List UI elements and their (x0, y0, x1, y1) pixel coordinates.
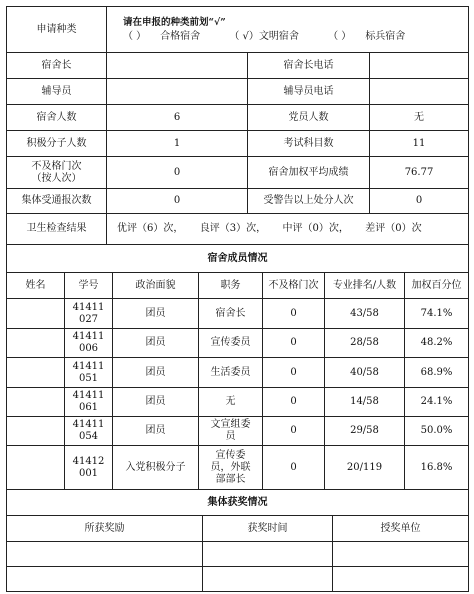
member-percentile[interactable]: 24.1% (405, 388, 469, 417)
member-student-id[interactable] (65, 417, 113, 446)
fail-count-value[interactable]: 0 (107, 157, 248, 189)
student-id-line2: 061 (78, 402, 99, 413)
member-role[interactable] (199, 299, 263, 329)
awards-header-row (7, 516, 469, 542)
awards-section-title: 集体获奖情况 (7, 490, 469, 516)
member-percentile[interactable]: 16.8% (405, 446, 469, 490)
info-table (6, 6, 469, 214)
member-politics[interactable]: 团员 (113, 358, 199, 388)
table-row (7, 388, 469, 417)
member-name[interactable] (7, 417, 65, 446)
student-id-line1: 41411 (72, 301, 105, 313)
hygiene-table (6, 213, 469, 245)
header-student-id: 学号 (65, 273, 113, 299)
reported-count-value[interactable]: 0 (107, 189, 248, 214)
member-name[interactable] (7, 299, 65, 329)
members-count-label: 宿舍人数 (7, 105, 107, 131)
role-line: 员，外联 (210, 461, 251, 473)
option-model-label: 标兵宿舍 (365, 30, 406, 42)
role-line: 宿舍长 (215, 307, 246, 319)
fail-count-label-line1: 不及格门次 (31, 160, 82, 172)
member-student-id[interactable] (65, 299, 113, 329)
student-id-line2: 001 (78, 467, 99, 479)
role-line: 文宣组委 (210, 419, 251, 430)
header-role: 职务 (199, 273, 263, 299)
student-id-line1: 41411 (72, 419, 105, 430)
member-name[interactable] (7, 329, 65, 358)
option-civilized-label: 文明宿舍 (258, 30, 299, 42)
table-row (7, 542, 469, 567)
table-row (7, 567, 469, 592)
member-fails[interactable]: 0 (263, 388, 325, 417)
header-percentile: 加权百分位 (405, 273, 469, 299)
member-student-id[interactable] (65, 388, 113, 417)
student-id-line1: 41412 (72, 455, 105, 467)
hygiene-excellent: 优评（6）次， (117, 223, 184, 234)
member-role[interactable] (199, 358, 263, 388)
member-rank[interactable]: 40/58 (325, 358, 405, 388)
counselor-value[interactable] (107, 79, 248, 105)
member-politics[interactable]: 入党积极分子 (113, 446, 199, 490)
option-qualified-mark: （ ） (123, 30, 147, 42)
member-percentile[interactable]: 48.2% (405, 329, 469, 358)
member-role[interactable] (199, 329, 263, 358)
role-line: 生活委员 (210, 366, 251, 378)
award-unit[interactable] (333, 567, 469, 592)
member-role[interactable] (199, 388, 263, 417)
members-table (6, 244, 469, 490)
counselor-label: 辅导员 (7, 79, 107, 105)
member-fails[interactable]: 0 (263, 299, 325, 329)
party-count-value[interactable]: 无 (370, 105, 469, 131)
role-line: 宣传委 (215, 449, 246, 461)
role-line: 无 (225, 396, 236, 407)
leader-value[interactable] (107, 53, 248, 79)
student-id-line1: 41411 (72, 331, 105, 342)
exam-subjects-value[interactable]: 11 (370, 131, 469, 157)
members-section-title: 宿舍成员情况 (7, 245, 469, 273)
leader-phone-label: 宿舍长电话 (248, 53, 370, 79)
role-line: 员 (225, 431, 236, 442)
weighted-avg-label: 宿舍加权平均成绩 (248, 157, 370, 189)
member-percentile[interactable]: 68.9% (405, 358, 469, 388)
member-student-id[interactable] (65, 329, 113, 358)
header-rank: 专业排名/人数 (325, 273, 405, 299)
member-role[interactable] (199, 417, 263, 446)
member-politics[interactable]: 团员 (113, 299, 199, 329)
header-award-unit: 授奖单位 (333, 516, 469, 542)
member-rank[interactable]: 20/119 (325, 446, 405, 490)
member-name[interactable] (7, 446, 65, 490)
option-civilized-mark: （ √） (229, 30, 259, 42)
party-count-label: 党员人数 (248, 105, 370, 131)
role-line: 宣传委员 (210, 337, 251, 348)
option-model-mark: （ ） (328, 30, 352, 42)
member-name[interactable] (7, 388, 65, 417)
reported-count-label: 集体受通报次数 (7, 189, 107, 214)
header-fails: 不及格门次 (263, 273, 325, 299)
member-fails[interactable]: 0 (263, 358, 325, 388)
header-award: 所获奖励 (7, 516, 203, 542)
leader-label: 宿舍长 (7, 53, 107, 79)
member-rank[interactable]: 14/58 (325, 388, 405, 417)
table-row (7, 329, 469, 358)
student-id-line2: 006 (78, 343, 99, 354)
apply-type-label: 申请种类 (7, 7, 107, 53)
student-id-line2: 054 (78, 431, 99, 442)
role-line: 部部长 (215, 473, 246, 485)
table-row (7, 358, 469, 388)
warned-count-value[interactable]: 0 (370, 189, 469, 214)
fail-count-label (7, 157, 107, 189)
awards-table (6, 489, 469, 592)
award-unit[interactable] (333, 542, 469, 567)
table-row (7, 446, 469, 490)
activists-count-label: 积极分子人数 (7, 131, 107, 157)
members-count-value[interactable]: 6 (107, 105, 248, 131)
member-fails[interactable]: 0 (263, 417, 325, 446)
hygiene-poor: 差评（0）次 (365, 223, 422, 234)
counselor-phone-value[interactable] (370, 79, 469, 105)
leader-phone-value[interactable] (370, 53, 469, 79)
member-name[interactable] (7, 358, 65, 388)
member-student-id[interactable] (65, 446, 113, 490)
table-row (7, 417, 469, 446)
student-id-line2: 027 (78, 313, 99, 325)
weighted-avg-value[interactable]: 76.77 (370, 157, 469, 189)
student-id-line1: 41411 (72, 360, 105, 372)
option-qualified-label: 合格宿舍 (160, 30, 201, 42)
members-header-row (7, 273, 469, 299)
activists-count-value[interactable]: 1 (107, 131, 248, 157)
member-politics[interactable]: 团员 (113, 388, 199, 417)
student-id-line2: 051 (78, 372, 99, 384)
warned-count-label: 受警告以上处分人次 (248, 189, 370, 214)
award-name[interactable] (7, 542, 203, 567)
hygiene-label: 卫生检查结果 (7, 214, 107, 245)
header-politics: 政治面貌 (113, 273, 199, 299)
award-name[interactable] (7, 567, 203, 592)
option-civilized[interactable] (229, 31, 299, 43)
member-politics[interactable]: 团员 (113, 417, 199, 446)
member-percentile[interactable]: 50.0% (405, 417, 469, 446)
header-name: 姓名 (7, 273, 65, 299)
member-fails[interactable]: 0 (263, 446, 325, 490)
header-award-time: 获奖时间 (203, 516, 333, 542)
option-model[interactable] (328, 31, 405, 43)
member-rank[interactable]: 28/58 (325, 329, 405, 358)
hygiene-results[interactable] (107, 214, 469, 245)
fail-count-label-line2: （按人次） (31, 172, 82, 184)
member-student-id[interactable] (65, 358, 113, 388)
option-qualified[interactable] (123, 31, 200, 43)
member-rank[interactable]: 43/58 (325, 299, 405, 329)
member-fails[interactable]: 0 (263, 329, 325, 358)
member-percentile[interactable]: 74.1% (405, 299, 469, 329)
apply-type-hint: 请在申报的种类前划“√” (123, 16, 226, 28)
member-rank[interactable]: 29/58 (325, 417, 405, 446)
apply-type-cell (107, 7, 469, 53)
award-time[interactable] (203, 567, 333, 592)
exam-subjects-label: 考试科目数 (248, 131, 370, 157)
counselor-phone-label: 辅导员电话 (248, 79, 370, 105)
member-role[interactable] (199, 446, 263, 490)
student-id-line1: 41411 (72, 390, 105, 401)
award-time[interactable] (203, 542, 333, 567)
table-row (7, 299, 469, 329)
dormitory-application-form (6, 6, 468, 592)
member-politics[interactable]: 团员 (113, 329, 199, 358)
hygiene-good: 良评（3）次， (199, 223, 267, 234)
hygiene-fair: 中评（0）次， (282, 223, 349, 234)
